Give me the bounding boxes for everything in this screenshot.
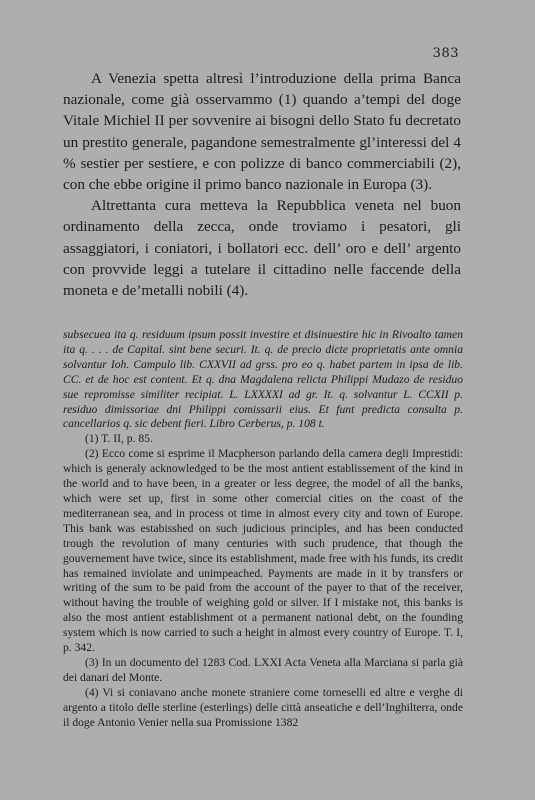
footnote-1: (1) T. II, p. 85.: [85, 432, 153, 446]
page-number: 383: [432, 46, 459, 61]
paragraph-1: A Venezia spetta altresì l’introduzione della prima Banca nazionale, come già osservammo (1) quando a’tempi del doge Vitale Michiel II per sovvenire ai bisogni dello Stato fu decretato un prestito generale, pagandone semestralmente gl’interessi del 4 % sestier per sestiere, e con polizze di banco commerciabili (2), con che ebbe origine il primo banco nazionale in Europa (3).: [63, 70, 461, 194]
main-text: [63, 68, 461, 301]
paragraph-2: Altrettanta cura metteva la Repubblica veneta nel buon ordinamento della zecca, onde troviamo i pesatori, gli assaggiatori, i coniatori, i bollatori ecc. dell’ oro e dell’ argento con provvide leggi a tutelare il cittadino nelle faccende della moneta e de’metalli nobili (4).: [63, 197, 461, 300]
footnote-2: (2) Ecco come si esprime il Macpherson parlando della camera degli Imprestidi: which is generaly acknowledged to be the most antient establissement of the kind in the world and to have been, in a greater or less degree, the model of all the banks, which were set up, first in some other comercial cities on the coast of the mediterranean sea, and in process ot time in almost every city and town of Europe. This bank was estabisshed on such judicious principles, and has been conducted trough the revolution of many centuries with such prudence, that though the gouvernement have twice, since its establishment, made free with his funds, its credit has remained inviolate and unimpeached. Payments are made in it by transfers or writing of the sum to be paid from the account of the payer to that of the receiver, without having the trouble of weighing gold or silver. If I mistake not, this banks is also the most antient establishment ot a permanent national debt, on the founding system which is now carried to such a height in almost every country of Europe. T. I, p. 342.: [63, 447, 463, 655]
footnotes: [63, 328, 463, 730]
footnote-continuation: subsecuea ita q. residuum ipsum possit investire et disinuestire hic in Rivoalto tamen ita q. . . . de Capital. sint bene securi. It. q. de precio dicte proprietatis ante omnia solvantur Ioh. Campulo lib. CXXVII ad grss. pro eo q. habet partem in ipsa de lib. CC. et de hoc est content. Et q. dna Magdalena relicta Philippi Mudazo de residuo sue repromisse similiter recipiat. L. LXXXXI ad gr. It. q. solvantur L. CCXII p. residuo dimissoriae dni Philippi comissarii eius. Et funt predicta consulta p. cancellarios q. sic debent fieri. Libro Cerberus, p. 108 t.: [63, 328, 463, 431]
footnote-3: (3) In un documento del 1283 Cod. LXXI Acta Veneta alla Marciana si parla già dei danari del Monte.: [63, 655, 463, 684]
footnote-4: (4) Vi si coniavano anche monete straniere come torneselli ed altre e verghe di argento a titolo delle sterline (esterlings) delle città anseatiche e dell’Inghilterra, onde il doge Antonio Venier nella sua Promissione 1382: [63, 685, 463, 729]
